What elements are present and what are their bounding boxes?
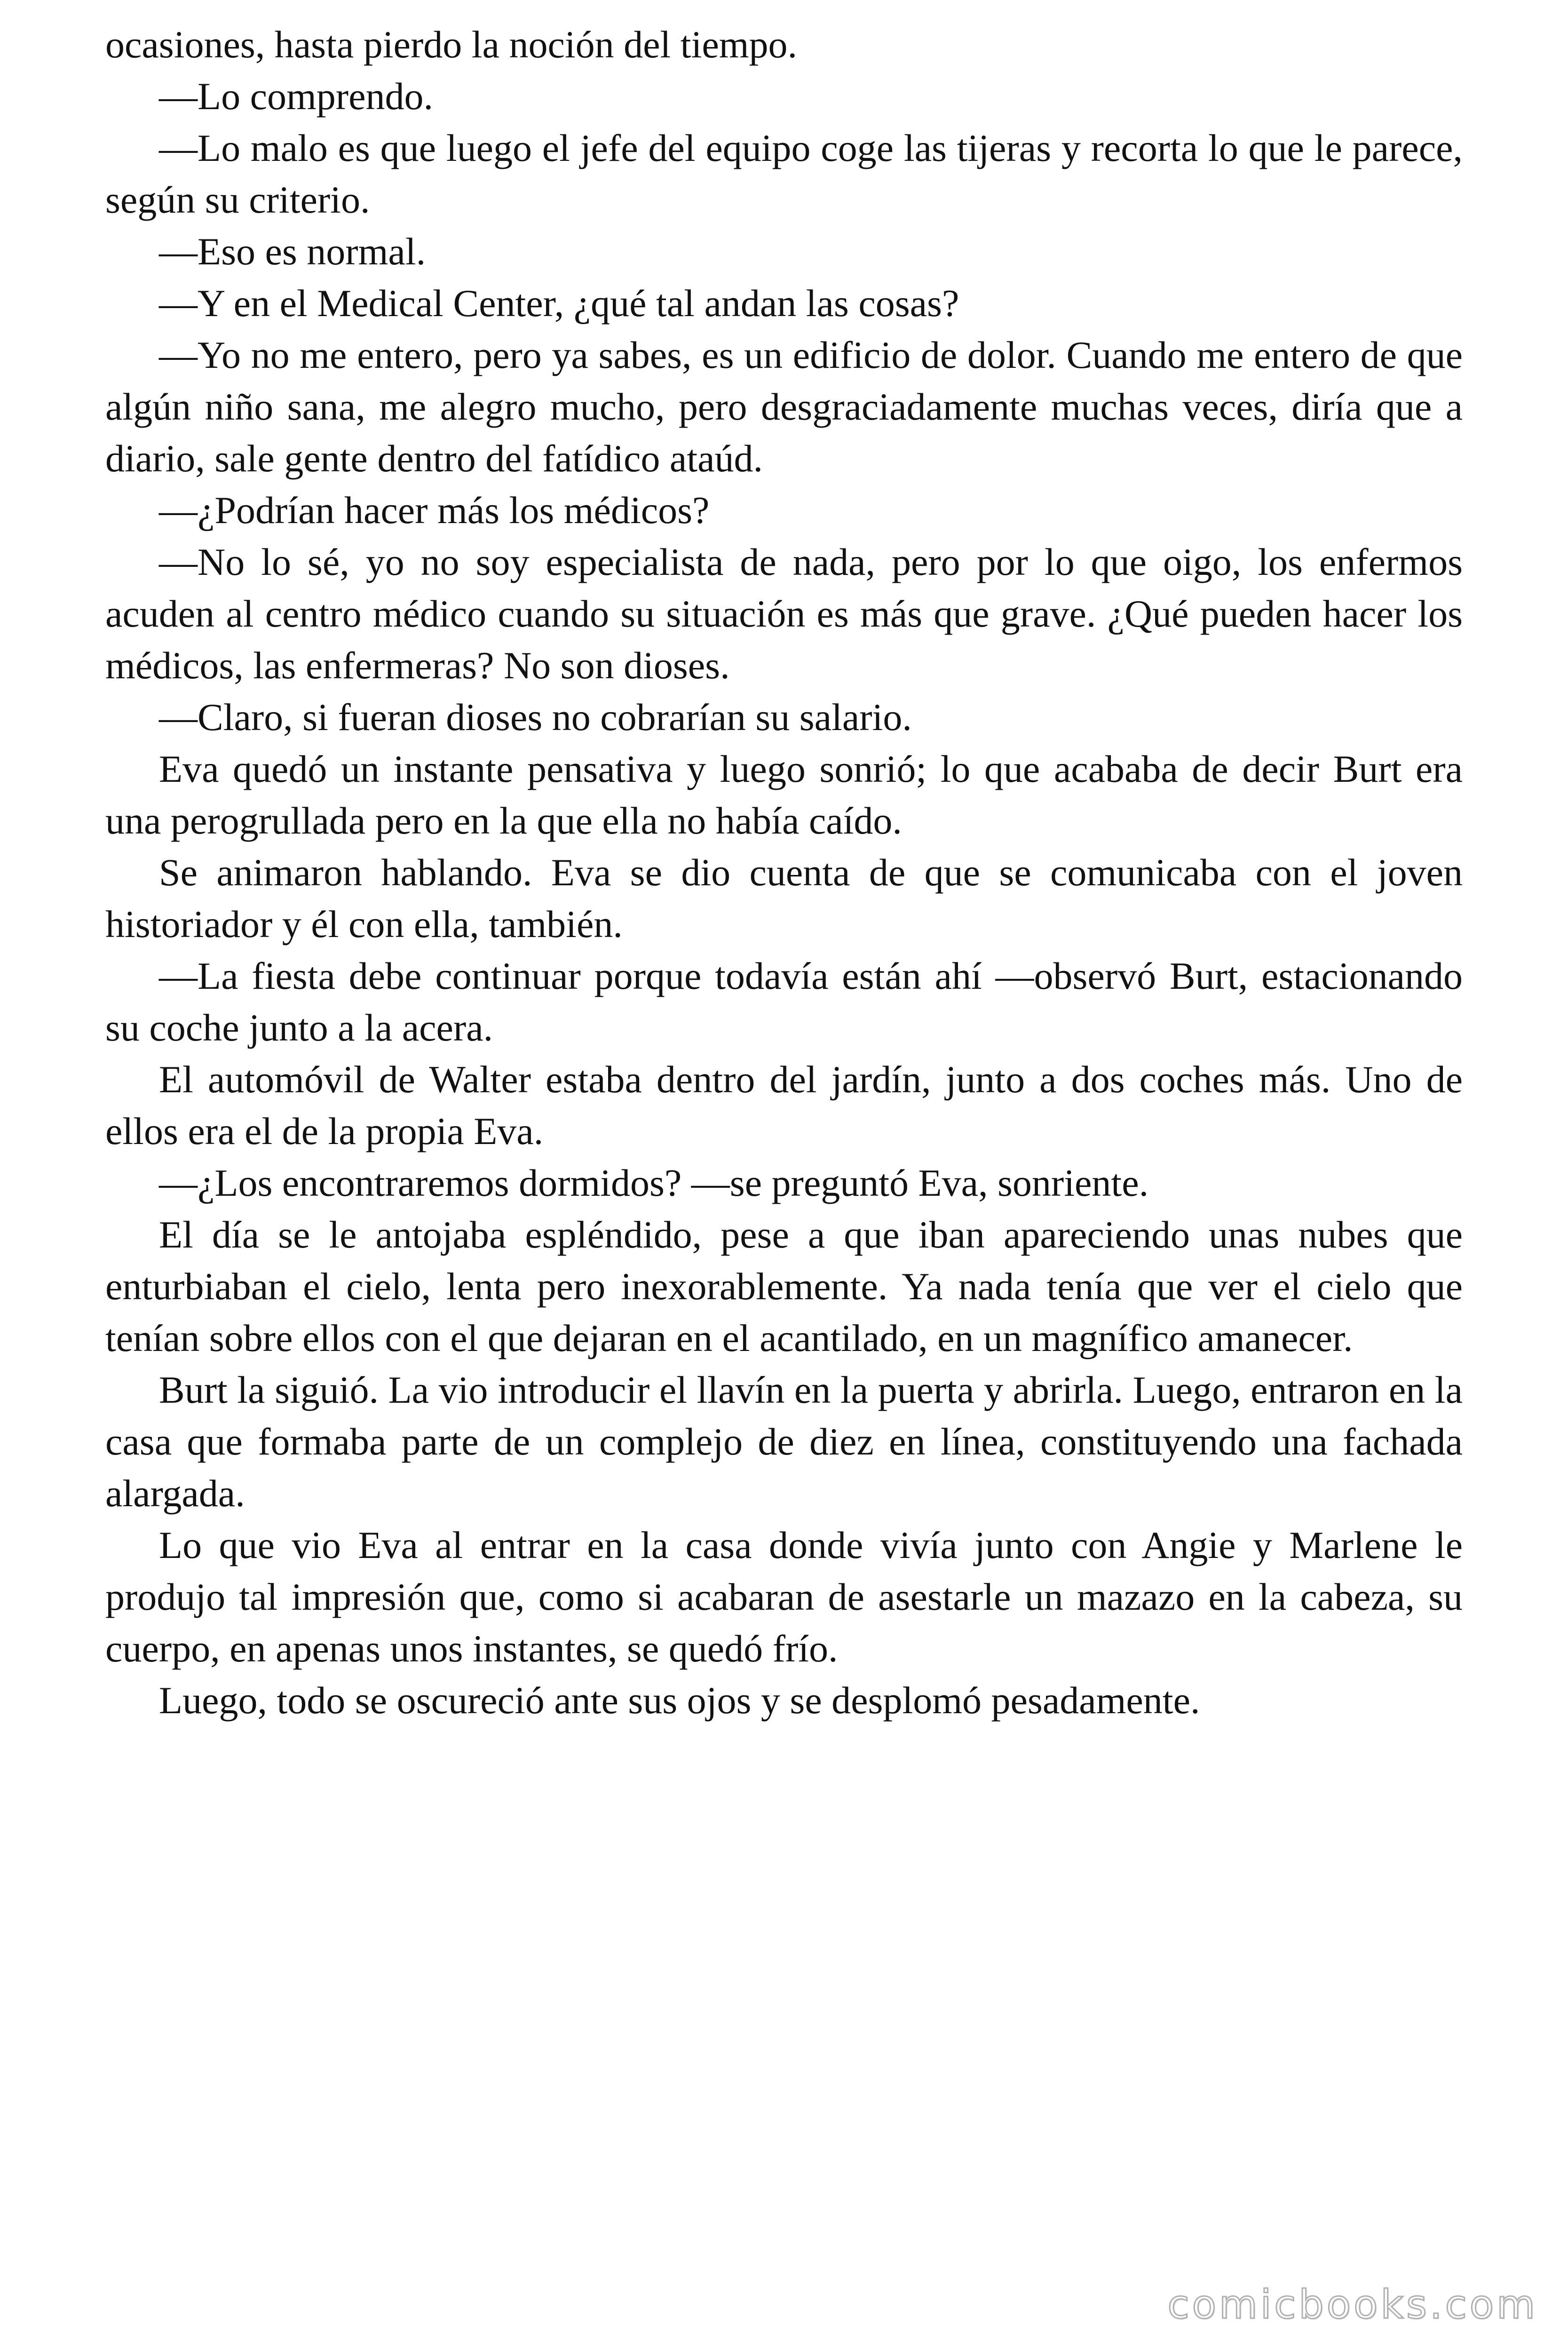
paragraph-dialogue: —¿Los encontraremos dormidos? —se preguntó Eva, sonriente. bbox=[159, 1161, 1149, 1204]
paragraph-dialogue: —Claro, si fueran dioses no cobrarían su salario. bbox=[159, 696, 912, 739]
paragraph-dialogue: —Y en el Medical Center, ¿qué tal andan las cosas? bbox=[159, 282, 959, 325]
watermark: comicbooks.com bbox=[1167, 2281, 1538, 2328]
paragraph-dialogue: —Lo comprendo. bbox=[159, 75, 433, 118]
paragraph-narration: Eva quedó un instante pensativa y luego sonrió; lo que acababa de decir Burt era una perogrullada pero en la que ella no había caído. bbox=[105, 747, 1463, 842]
paragraph-dialogue: —¿Podrían hacer más los médicos? bbox=[159, 489, 710, 532]
paragraph-dialogue: —Lo malo es que luego el jefe del equipo coge las tijeras y recorta lo que le parece, según su criterio. bbox=[105, 127, 1463, 221]
paragraph-continuation: ocasiones, hasta pierdo la noción del tiempo. bbox=[105, 23, 798, 66]
paragraph-narration: Se animaron hablando. Eva se dio cuenta de que se comunicaba con el joven historiador y él con ella, también. bbox=[105, 851, 1463, 946]
paragraph-narration: El día se le antojaba espléndido, pese a que iban apareciendo unas nubes que enturbiaban el cielo, lenta pero inexorablemente. Ya nada tenía que ver el cielo que tenían sobre ellos con el que dejaran en el acantilado, en un magnífico amanecer. bbox=[105, 1213, 1463, 1359]
paragraph-narration: El automóvil de Walter estaba dentro del jardín, junto a dos coches más. Uno de ellos era el de la propia Eva. bbox=[105, 1058, 1463, 1152]
paragraph-dialogue: —La fiesta debe continuar porque todavía están ahí —observó Burt, estacionando su coche junto a la acera. bbox=[105, 954, 1463, 1049]
paragraph-dialogue: —Yo no me entero, pero ya sabes, es un edificio de dolor. Cuando me entero de que algún niño sana, me alegro mucho, pero desgraciadamente muchas veces, diría que a diario, sale gente dentro del fatídico ataúd. bbox=[105, 334, 1463, 480]
paragraph-narration: Luego, todo se oscureció ante sus ojos y se desplomó pesadamente. bbox=[159, 1679, 1200, 1722]
paragraph-dialogue: —Eso es normal. bbox=[159, 230, 426, 273]
paragraph-narration: Lo que vio Eva al entrar en la casa donde vivía junto con Angie y Marlene le produjo tal impresión que, como si acabaran de asestarle un mazazo en la cabeza, su cuerpo, en apenas unos instantes, se quedó frío. bbox=[105, 1524, 1463, 1670]
body-text bbox=[105, 19, 1463, 1726]
paragraph-narration: Burt la siguió. La vio introducir el llavín en la puerta y abrirla. Luego, entraron en la casa que formaba parte de un complejo de diez en línea, constituyendo una fachada alargada. bbox=[105, 1368, 1463, 1515]
paragraph-dialogue: —No lo sé, yo no soy especialista de nada, pero por lo que oigo, los enfermos acuden al centro médico cuando su situación es más que grave. ¿Qué pueden hacer los médicos, las enfermeras? No son dioses. bbox=[105, 540, 1463, 687]
